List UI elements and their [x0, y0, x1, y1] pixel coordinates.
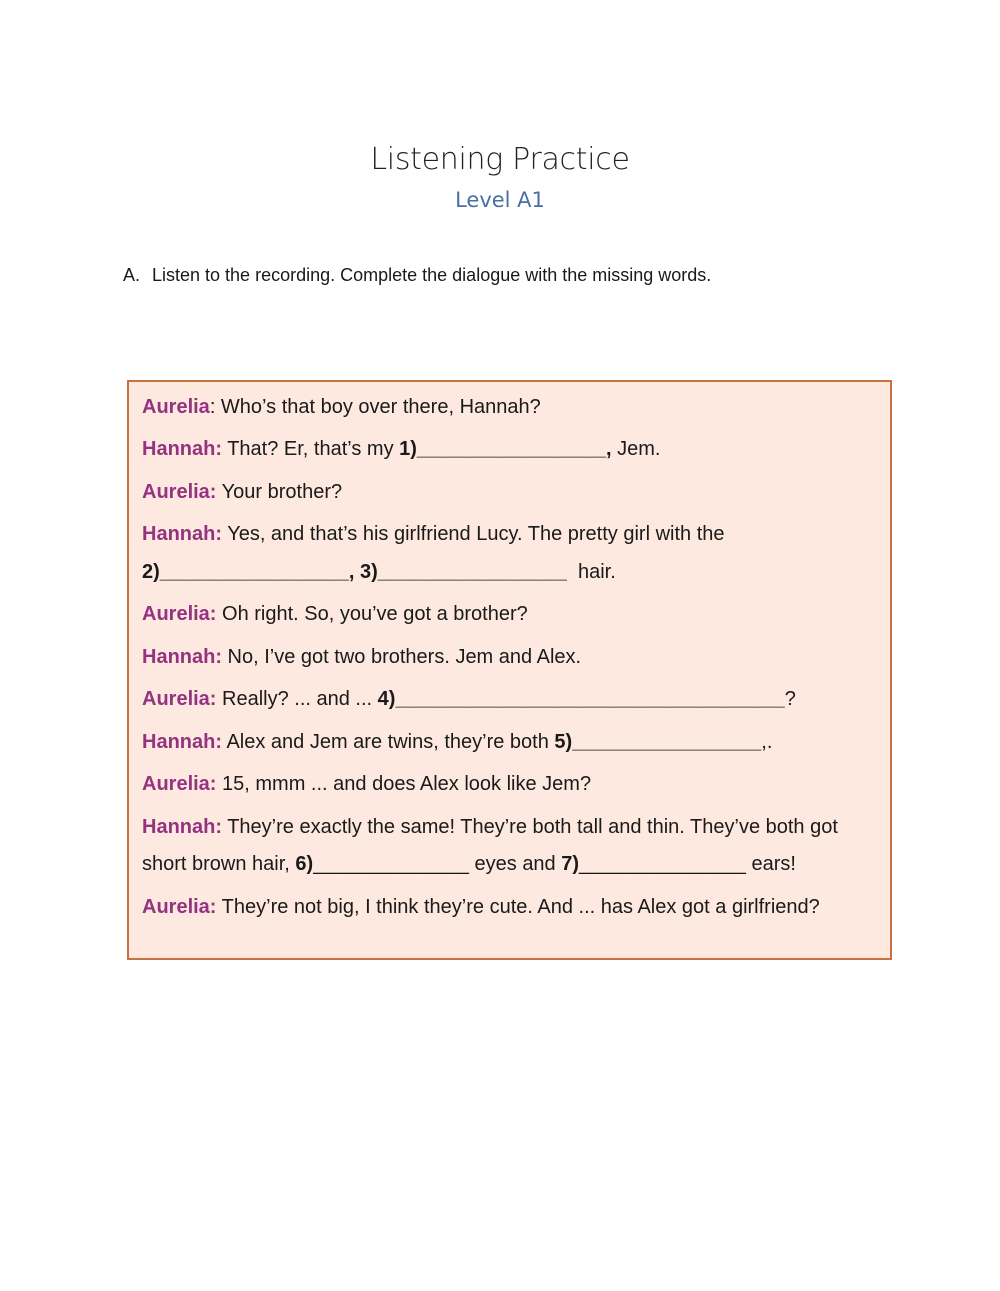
line-text: Your brother? [216, 481, 343, 503]
dialogue-line [142, 688, 796, 711]
line-text: Yes, and that’s his girlfriend Lucy. The pretty girl with the [222, 523, 725, 545]
line-text: Oh right. So, you’ve got a brother? [216, 603, 528, 625]
line-text: eyes and [468, 853, 562, 875]
line-text: Jem. [611, 438, 661, 460]
blank-7: 7) [561, 853, 580, 875]
line-text: That? Er, that’s my [222, 438, 400, 460]
dialogue-box [127, 380, 892, 960]
line-text: They’re not big, I think they’re cute. And ... has Alex got a girlfriend? [216, 896, 820, 918]
speaker-name: Aurelia: [142, 603, 217, 625]
speaker-name: Aurelia [142, 396, 210, 418]
dialogue-line [142, 603, 528, 626]
speaker-name: Hannah: [142, 731, 222, 753]
dialogue-line [142, 816, 838, 839]
blank-1: 1)_________________, [399, 438, 612, 460]
line-text: ? [784, 688, 796, 710]
speaker-separator: : [209, 396, 216, 418]
line-text: short brown hair, [142, 853, 296, 875]
line-text: They’re exactly the same! They’re both tall and thin. They’ve both got [222, 816, 838, 838]
blank-2-3: 2)_________________, 3)_________________ [142, 561, 567, 583]
blank-7-line: _______________ [579, 853, 746, 875]
dialogue-line [142, 481, 342, 504]
dialogue-line [142, 646, 581, 669]
instruction [123, 265, 711, 286]
speaker-name: Hannah: [142, 646, 222, 668]
page-title: Listening Practice [370, 142, 630, 177]
blank-6: 6) [295, 853, 314, 875]
line-text: 15, mmm ... and does Alex look like Jem? [216, 773, 592, 795]
blank-6-line: ______________ [313, 853, 469, 875]
line-text: No, I’ve got two brothers. Jem and Alex. [222, 646, 582, 668]
speaker-name: Hannah: [142, 438, 222, 460]
dialogue-line [142, 561, 616, 584]
instruction-marker: A. [123, 265, 141, 285]
dialogue-line [142, 773, 591, 796]
speaker-name: Hannah: [142, 816, 222, 838]
line-text: Who’s that boy over there, Hannah? [215, 396, 541, 418]
line-text: ,. [761, 731, 773, 753]
speaker-name: Aurelia: [142, 481, 217, 503]
line-text: Alex and Jem are twins, they’re both [222, 731, 555, 753]
dialogue-line [142, 523, 725, 546]
dialogue-line [142, 853, 796, 876]
speaker-name: Aurelia: [142, 688, 217, 710]
speaker-name: Hannah: [142, 523, 222, 545]
instruction-text: Listen to the recording. Complete the dialogue with the missing words. [152, 265, 712, 285]
dialogue-line [142, 396, 541, 419]
page-subtitle: Level A1 [455, 188, 545, 212]
line-text: Really? ... and ... [216, 688, 378, 710]
dialogue-line [142, 896, 820, 919]
speaker-name: Aurelia: [142, 896, 217, 918]
dialogue-line [142, 731, 772, 754]
line-text: hair. [566, 561, 616, 583]
speaker-name: Aurelia: [142, 773, 217, 795]
dialogue-line [142, 438, 660, 461]
line-text: ears! [745, 853, 796, 875]
blank-4: 4)___________________________________ [377, 688, 785, 710]
blank-5: 5)_________________ [554, 731, 762, 753]
